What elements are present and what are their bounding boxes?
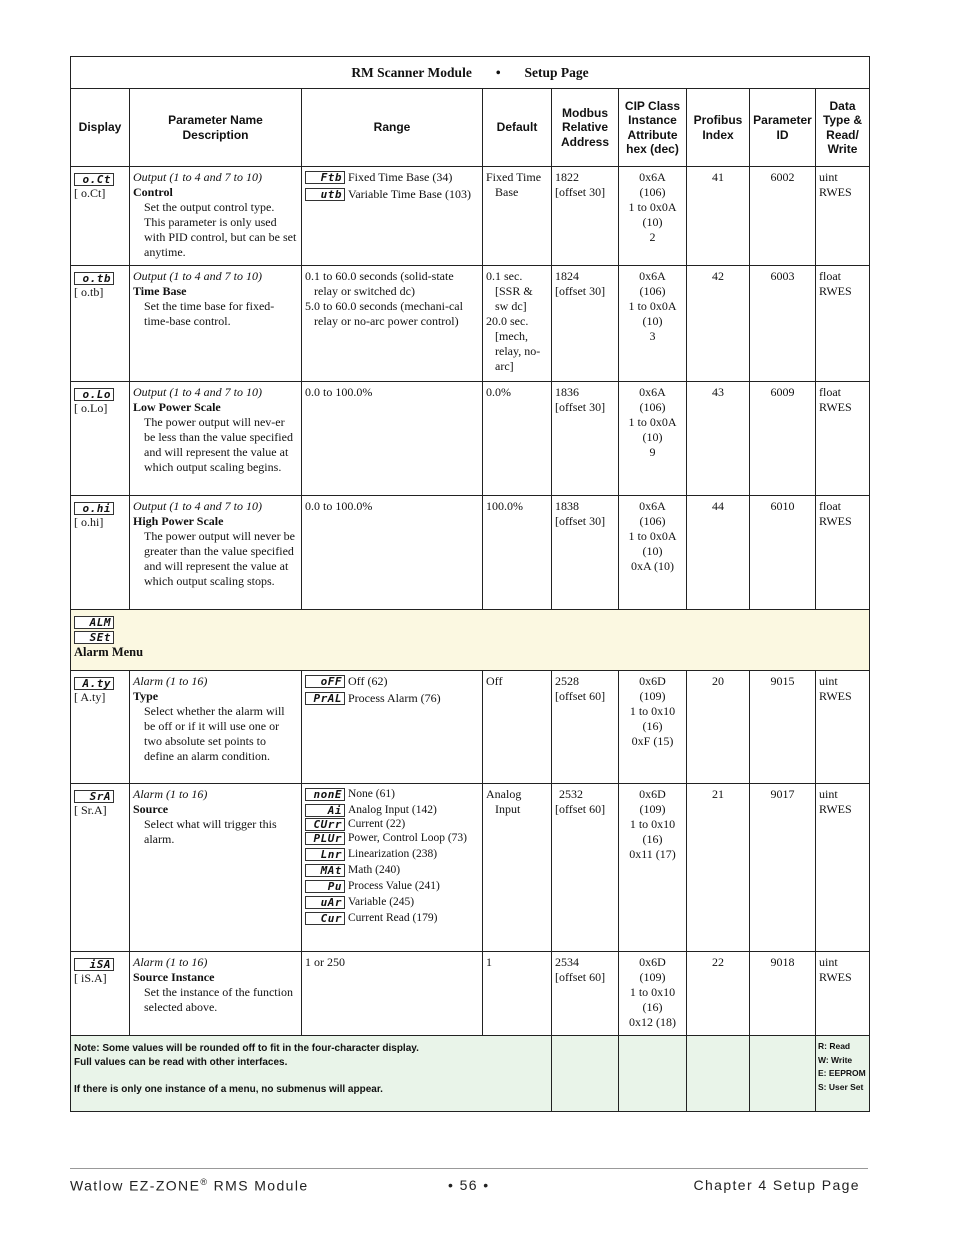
menu-label: Alarm Menu — [74, 645, 144, 659]
range-option — [305, 691, 479, 706]
cip-line: (10) — [642, 215, 663, 229]
page-number: • 56 • — [448, 1177, 490, 1193]
default-line: 20.0 sec. [mech, relay, no-arc] — [486, 314, 541, 373]
option-text: Current Read (179) — [348, 912, 438, 924]
legend-item: W: Write — [818, 1054, 853, 1065]
cip-line: 1 to 0x10 — [629, 704, 676, 718]
option-lcd: Lnr — [305, 848, 345, 861]
header-data-type: Data Type & Read/ Write — [816, 89, 870, 167]
profibus-index: 20 — [687, 671, 750, 784]
display-code: [ iS.A] — [74, 970, 107, 985]
option-lcd: Ai — [305, 804, 345, 817]
read-write: RWES — [819, 689, 852, 703]
cip-line: 0x6D — [639, 787, 666, 801]
cip-line: 2 — [649, 230, 656, 244]
legend-item: S: User Set — [818, 1081, 864, 1092]
footer-right: Chapter 4 Setup Page — [693, 1177, 860, 1193]
header-row — [71, 89, 870, 167]
parameter-table — [70, 56, 870, 1112]
modbus-offset: [offset 60] — [555, 802, 606, 816]
cip-line: 3 — [649, 329, 656, 343]
title-bullet: • — [495, 64, 501, 80]
display-code: [ o.Ct] — [74, 185, 106, 200]
modbus-offset: [offset 60] — [555, 689, 606, 703]
modbus-address: 1824 — [555, 269, 579, 283]
range-line: 0.1 to 60.0 seconds (solid-state relay or switched dc) — [305, 269, 454, 298]
lcd-display: o.Ct — [74, 173, 114, 186]
cip-line: 9 — [649, 445, 656, 459]
cip-line: 0x6A — [639, 499, 666, 513]
lcd-display: o.tb — [74, 272, 114, 285]
option-text: Linearization (238) — [348, 848, 438, 860]
modbus-address: 2532 — [559, 787, 583, 801]
option-text: None (61) — [348, 788, 395, 800]
cip-line: 0x6A — [639, 385, 666, 399]
legend-item: R: Read — [818, 1041, 851, 1051]
cip-line: (16) — [642, 719, 663, 733]
param-name: Source — [133, 802, 169, 816]
cip-line: 1 to 0x10 — [629, 817, 676, 831]
modbus-offset: [offset 30] — [555, 185, 606, 199]
option-lcd: PLUr — [305, 832, 345, 845]
range-option — [305, 817, 479, 831]
cip-line: (106) — [639, 514, 666, 528]
param-scope: Output (1 to 4 and 7 to 10) — [133, 170, 262, 184]
cip-line: 1 to 0x0A — [628, 299, 677, 313]
data-type: uint — [819, 787, 838, 801]
note-line: Full values can be read with other interfaces. — [74, 1057, 288, 1068]
profibus-index: 43 — [687, 382, 750, 496]
header-cip: CIP Class Instance Attribute hex (dec) — [619, 89, 687, 167]
note-line: If there is only one instance of a menu, no submenus will appear. — [74, 1084, 383, 1095]
option-text: Off (62) — [348, 674, 388, 688]
cip-line: (109) — [639, 689, 666, 703]
default-value: 0.0% — [483, 382, 552, 496]
param-scope: Output (1 to 4 and 7 to 10) — [133, 269, 262, 283]
rw-legend — [816, 1036, 870, 1112]
param-scope: Output (1 to 4 and 7 to 10) — [133, 499, 262, 513]
option-lcd: PrAL — [305, 692, 345, 705]
lcd-display: A.ty — [74, 677, 114, 690]
parameter-id: 6009 — [750, 382, 816, 496]
table-row — [71, 784, 870, 952]
param-name: Time Base — [133, 284, 187, 298]
cip-line: 0x12 (18) — [629, 1015, 676, 1029]
cip-line: 0x6D — [639, 674, 666, 688]
cip-line: 0x6D — [639, 955, 666, 969]
legend-item: E: EEPROM — [818, 1068, 866, 1078]
option-lcd: MAt — [305, 864, 345, 877]
parameter-id: 6002 — [750, 167, 816, 266]
cip-line: (109) — [639, 970, 666, 984]
read-write: RWES — [819, 970, 852, 984]
cip-line: 1 to 0x10 — [629, 985, 676, 999]
modbus-address: 1838 — [555, 499, 579, 513]
cip-line: 0x11 (17) — [629, 847, 676, 861]
range-value: 0.0 to 100.0% — [302, 496, 483, 610]
param-desc: Set the time base for fixed-time-base control. — [144, 299, 275, 328]
range-option — [305, 803, 479, 817]
modbus-address: 2534 — [555, 955, 579, 969]
cip-line: (109) — [639, 802, 666, 816]
range-value: 1 or 250 — [302, 952, 483, 1036]
data-type: uint — [819, 170, 838, 184]
param-desc: Set the instance of the function selected above. — [144, 985, 293, 1014]
option-text: Variable Time Base (103) — [348, 187, 471, 201]
setup-page-table-container — [70, 56, 869, 1112]
cip-line: 0xA (10) — [631, 559, 674, 573]
footer-product: Watlow EZ-ZONE — [70, 1177, 201, 1194]
default-value: Off — [483, 671, 552, 784]
range-option — [305, 170, 479, 185]
option-text: Variable (245) — [348, 896, 415, 908]
header-parameter-id: Parameter ID — [750, 89, 816, 167]
display-code: [ o.tb] — [74, 284, 104, 299]
header-default: Default — [483, 89, 552, 167]
range-option — [305, 911, 479, 925]
cip-line: (10) — [642, 314, 663, 328]
range-option — [305, 863, 479, 877]
lcd-display: o.hi — [74, 502, 114, 515]
data-type: float — [819, 269, 841, 283]
param-scope: Alarm (1 to 16) — [133, 955, 208, 969]
lcd-display: SEt — [74, 631, 114, 644]
read-write: RWES — [819, 802, 852, 816]
profibus-index: 21 — [687, 784, 750, 952]
profibus-index: 22 — [687, 952, 750, 1036]
parameter-id: 6010 — [750, 496, 816, 610]
range-option — [305, 187, 479, 202]
range-option — [305, 895, 479, 909]
profibus-index: 44 — [687, 496, 750, 610]
param-scope: Alarm (1 to 16) — [133, 787, 208, 801]
header-profibus: Profibus Index — [687, 89, 750, 167]
cip-line: (106) — [639, 284, 666, 298]
option-text: Analog Input (142) — [348, 804, 437, 816]
note-row — [71, 1036, 870, 1112]
display-code: [ o.hi] — [74, 514, 104, 529]
footer-left — [70, 1177, 309, 1194]
modbus-address: 1836 — [555, 385, 579, 399]
data-type: uint — [819, 674, 838, 688]
option-lcd: CUrr — [305, 818, 345, 831]
lcd-display: o.Lo — [74, 388, 114, 401]
data-type: float — [819, 385, 841, 399]
table-row — [71, 671, 870, 784]
footer-module: RMS Module — [208, 1177, 309, 1194]
data-type: uint — [819, 955, 838, 969]
lcd-display: iSA — [74, 958, 114, 971]
profibus-index: 41 — [687, 167, 750, 266]
note-line: Note: Some values will be rounded off to fit in the four-character display. — [74, 1043, 419, 1054]
display-code: [ o.Lo] — [74, 400, 108, 415]
parameter-id: 9017 — [750, 784, 816, 952]
param-desc: The power output will nev-er be less than the value specified and will represent the value at which output scaling begins. — [144, 415, 293, 474]
page-footer — [70, 1168, 868, 1194]
option-lcd: nonE — [305, 788, 345, 801]
cip-line: 0x6A — [639, 269, 666, 283]
page-title: Setup Page — [524, 64, 589, 80]
data-type: float — [819, 499, 841, 513]
read-write: RWES — [819, 185, 852, 199]
range-option — [305, 674, 479, 689]
param-name: Source Instance — [133, 970, 215, 984]
cip-line: 1 to 0x0A — [628, 415, 677, 429]
range-value: 0.0 to 100.0% — [302, 382, 483, 496]
table-title-row — [71, 57, 870, 89]
lcd-display: ALM — [74, 616, 114, 629]
option-text: Current (22) — [348, 818, 406, 830]
modbus-address: 2528 — [555, 674, 579, 688]
display-code: [ A.ty] — [74, 689, 106, 704]
range-option — [305, 787, 479, 801]
parameter-id: 9015 — [750, 671, 816, 784]
modbus-offset: [offset 30] — [555, 400, 606, 414]
param-desc: Select what will trigger this alarm. — [144, 817, 277, 846]
modbus-offset: [offset 60] — [555, 970, 606, 984]
param-name: Low Power Scale — [133, 400, 221, 414]
table-row — [71, 952, 870, 1036]
option-lcd: oFF — [305, 675, 345, 688]
read-write: RWES — [819, 284, 852, 298]
cip-line: (16) — [642, 1000, 663, 1014]
registered-mark: ® — [200, 1177, 209, 1187]
display-code: [ Sr.A] — [74, 802, 107, 817]
range-option — [305, 879, 479, 893]
modbus-address: 1822 — [555, 170, 579, 184]
cip-line: (10) — [642, 544, 663, 558]
profibus-index: 42 — [687, 266, 750, 382]
table-row — [71, 167, 870, 266]
default-value: 100.0% — [483, 496, 552, 610]
option-lcd: Pu — [305, 880, 345, 893]
table-row — [71, 382, 870, 496]
option-lcd: uAr — [305, 896, 345, 909]
option-text: Process Value (241) — [348, 880, 440, 892]
cip-line: 1 to 0x0A — [628, 200, 677, 214]
cip-line: 0x6A — [639, 170, 666, 184]
param-desc: The power output will never be greater than the value specified and will represent the value at which output scaling stops. — [144, 529, 295, 588]
param-desc: Set the output control type. This parameter is only used with PID control, but can be set anytime. — [144, 200, 297, 259]
option-text: Power, Control Loop (73) — [348, 832, 467, 844]
header-display: Display — [71, 89, 130, 167]
cip-line: 1 to 0x0A — [628, 529, 677, 543]
option-text: Process Alarm (76) — [348, 691, 441, 705]
param-name: Type — [133, 689, 159, 703]
read-write: RWES — [819, 514, 852, 528]
default-value: Analog Input — [483, 784, 552, 952]
range-line: 5.0 to 60.0 seconds (mechani-cal relay or no-arc power control) — [305, 299, 463, 328]
default-value: Fixed Time Base — [483, 167, 552, 266]
parameter-id: 6003 — [750, 266, 816, 382]
lcd-display: SrA — [74, 790, 114, 803]
module-title: RM Scanner Module — [351, 64, 472, 80]
option-text: Math (240) — [348, 864, 401, 876]
table-row — [71, 266, 870, 382]
param-name: Control — [133, 185, 173, 199]
cip-line: (10) — [642, 430, 663, 444]
option-lcd: Cur — [305, 912, 345, 925]
param-scope: Output (1 to 4 and 7 to 10) — [133, 385, 262, 399]
modbus-offset: [offset 30] — [555, 284, 606, 298]
read-write: RWES — [819, 400, 852, 414]
param-name: High Power Scale — [133, 514, 224, 528]
range-option — [305, 847, 479, 861]
param-scope: Alarm (1 to 16) — [133, 674, 208, 688]
option-lcd: Ftb — [305, 171, 345, 184]
cip-line: (16) — [642, 832, 663, 846]
header-range: Range — [302, 89, 483, 167]
cip-line: (106) — [639, 400, 666, 414]
default-value: 1 — [483, 952, 552, 1036]
param-desc: Select whether the alarm will be off or if it will use one or two absolute set points to define an alarm condition. — [144, 704, 285, 763]
cip-line: 0xF (15) — [631, 734, 674, 748]
menu-section-row — [71, 610, 870, 671]
modbus-offset: [offset 30] — [555, 514, 606, 528]
header-modbus: Modbus Relative Address — [552, 89, 619, 167]
cip-line: (106) — [639, 185, 666, 199]
option-lcd: utb — [305, 188, 345, 201]
option-text: Fixed Time Base (34) — [348, 170, 453, 184]
default-line: 0.1 sec. [SSR & sw dc] — [486, 269, 533, 313]
parameter-id: 9018 — [750, 952, 816, 1036]
table-row — [71, 496, 870, 610]
range-option — [305, 831, 479, 845]
header-parameter-name: Parameter Name Description — [130, 89, 302, 167]
